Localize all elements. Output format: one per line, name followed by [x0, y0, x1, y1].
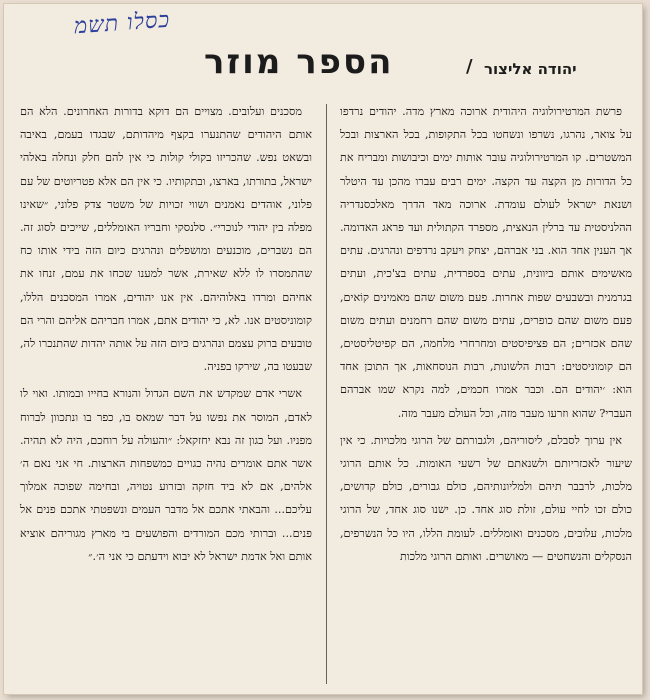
article-column-left	[20, 100, 312, 568]
handwritten-date-note: כסלו תשמ	[73, 7, 172, 40]
paragraph: אשרי אדם שמקדש את השם הגדול והנורא בחייו ובמותו. ואוי לו לאדם, המוסר את נפשו על דבר שמאס בו, כפר בו ונתכוון לברוח מפניו. ועל כגון זה נבא יחזקאל: ״והעולה על רוחכם, היה לא תהיה. אשר אתם אומרים נהיה כגויים כמשפחות הארצות. חי אני נאם ה׳ אלהים, אם לא ביד חזקה ובזרוע נטויה, ובחימה שפוכה אמלוך עליכם... והבאתי אתכם אל מדבר העמים ונשפטתי אתכם פנים אל פנים... וברותי מכם המורדים והפושעים בי מארץ מגוריהם אוציא אותם ואל אדמת ישראל לא יבוא וידעתם כי אני ה׳.״	[20, 387, 312, 563]
title-separator: /	[466, 56, 473, 77]
article-title: הספר מוזר	[204, 42, 394, 82]
paragraph: אין ערוך לסבלם, ליסוריהם, ולגבורתם של הרוגי מלכויות. כי אין שיעור לאכזריותם ולשנאתם של רשעי האומות. כל אותם הרוגי מלכות, לרבבר תיהם ולמליונותיהם, כולם גבורים, כולם קדושים, כולם זכו לחיי עולם, זולת סוג אחד. כן. ישנו סוג אחד, של הרוגי מלכות, עלובים, מסכנים ואומללים. לעומת הללו, היו כל הנשרפים, הנסקלים והנשחטים — מאושרים. ואותם הרוגי מלכות	[340, 433, 632, 563]
column-divider	[326, 104, 327, 684]
paragraph: מסכנים ועלובים. מצויים הם דוקא בדורות האחרונים. הלא הם אותם היהודים שהתנערו בקצף מיהדותם, שבגדו בעמם, באיבה ובשאט נפש. שהכריזו בקולי קולות כי אין להם חלק ונחלה באלהי ישראל, בתורתו, בארצו, ובתקותיו. כי אין הם אלא פטריוטים של עם פלוני, אוהדים נאמנים ושווי זכויות של משטר צדק פלוני, ״שאינו מפלה בין יהודי לנוכרי״. סלנסקי וחבריו האומללים, שייכים לסוג זה. הם נשברים, מוכנעים ומושפלים ונהרגים כיום הזה בידי אותו כח שהתמסרו לו ללא שאירת, אשר למענו שכחו את עמם, זנחו את אחיהם ומרדו באלוהיהם. אין אנו יהודים, אמרו המסכנים הללו, קומוניסטים אנו. לא, כי יהודים אתם, אמרו חבריהם אליהם והרי הם טובעים ברוק עצמם ונהרגים כיום הזה על אותה יהדות שהתנכרו לה, שבעטו בה, שירקו בפניה.	[20, 105, 312, 374]
article-column-right	[340, 100, 632, 568]
paragraph: פרשת המרטירולוגיה היהודית ארוכה מארץ מדה. יהודים נרדפו על צואר, נהרגו, נשרפו ונשחטו בכל התקופות, בכל הארצות ובכל המשטרים. קו המרטירולוגיה עובר אותות ימים וכיבושות ומבריח את כל הדורות מן הקצה עד הקצה. ימים רבים עברו מהכן עד היטלר ושנאת ישראל לעולם עומדת. ארוכה מאד הדרך מאלכסנדריה ההלניסטית עד ברלין הנאצית, מספרד הקתולית ועד פראג האדומה. אך הענין אחד הוא. בני אברהם, יצחק ויעקב נרדפים ונהרגים. עתים מאשימים אותם ביוונית, עתים בספרדית, עתים בצ'כית, ועתים בגרמנית ובשבעים שפות אחרות. פעם משום שהם מאמינים קוֹאים, פעם משום שהם כופרים, עתים משום שהם רחמנים ועתים משום שהם אכזרים; הם פציפיסטים ומחרחרי מלחמה, הם קפיטליסטים, הם קומוניסטים: רבות הלשונות, רבות הנוסחאות, אך התוכן אחד הוא: ׳יהודים הם. וכבר אמרו חכמים, למה נקרא שמו אברהם העברי? שהוא וזרעו מעבר מזה, וכל העולם מעבר מזה.	[340, 105, 632, 420]
article-author: יהודה אליצור	[484, 60, 577, 78]
newspaper-clipping	[4, 4, 642, 694]
